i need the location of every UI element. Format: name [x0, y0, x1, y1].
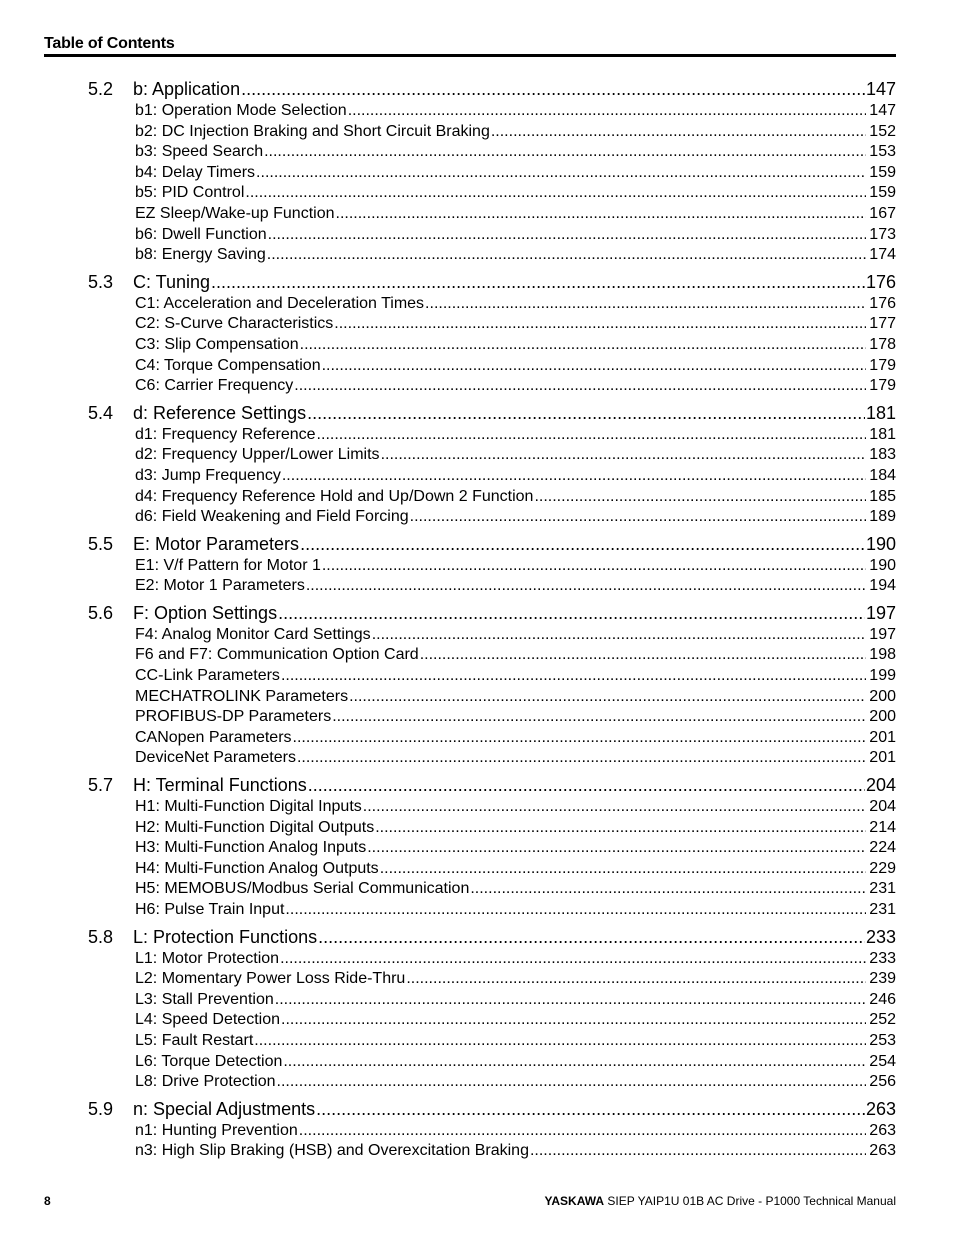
entry-title: MECHATROLINK Parameters — [135, 687, 349, 705]
toc-entry[interactable] — [135, 376, 896, 397]
entry-page-number: 256 — [869, 1073, 896, 1091]
toc-entry[interactable] — [135, 1121, 896, 1142]
section-number: 5.7 — [88, 775, 114, 796]
entry-page-number: 201 — [869, 728, 896, 746]
entry-title: EZ Sleep/Wake-up Function — [135, 204, 335, 222]
section-number: 5.5 — [88, 533, 114, 554]
toc-section-heading[interactable] — [88, 925, 896, 949]
leader-dots — [282, 466, 866, 487]
entry-page-number: 174 — [869, 246, 896, 264]
leader-dots — [293, 728, 867, 749]
entry-title: n1: Hunting Prevention — [135, 1121, 298, 1139]
toc-entry[interactable] — [135, 666, 896, 687]
toc-entry[interactable] — [135, 576, 896, 597]
entry-title: L5: Fault Restart — [135, 1031, 254, 1049]
entry-page-number: 198 — [869, 646, 896, 664]
entry-title: C3: Slip Compensation — [135, 335, 299, 353]
toc-section — [88, 601, 896, 769]
leader-dots — [406, 969, 866, 990]
entry-page-number: 197 — [869, 625, 896, 643]
toc-entry[interactable] — [135, 1031, 896, 1052]
table-of-contents — [88, 77, 896, 1162]
toc-entry[interactable] — [135, 707, 896, 728]
footer-manual-name: SIEP YAIP1U 01B AC Drive - P1000 Technical Manual — [607, 1194, 896, 1208]
entry-title: H6: Pulse Train Input — [135, 901, 285, 918]
toc-entry[interactable] — [135, 294, 896, 315]
leader-dots — [278, 601, 865, 625]
leader-dots — [367, 838, 866, 859]
toc-entry[interactable] — [135, 466, 896, 487]
leader-dots — [283, 1052, 866, 1073]
leader-dots — [307, 401, 865, 425]
entry-title: C6: Carrier Frequency — [135, 377, 294, 395]
entry-page-number: 214 — [869, 818, 896, 836]
section-number: 5.3 — [88, 271, 114, 292]
toc-section-heading[interactable] — [88, 601, 896, 625]
section-page-number: 263 — [865, 1098, 896, 1119]
entry-page-number: 246 — [869, 990, 896, 1008]
entry-title: b8: Energy Saving — [135, 246, 266, 264]
leader-dots — [306, 576, 866, 597]
entry-page-number: 176 — [869, 294, 896, 312]
entry-title: E2: Motor 1 Parameters — [135, 577, 305, 595]
toc-section — [88, 773, 896, 921]
entry-title: PROFIBUS-DP Parameters — [135, 708, 332, 726]
toc-section — [88, 270, 896, 397]
header-rule — [44, 54, 896, 57]
entry-page-number: 194 — [869, 577, 896, 595]
section-title: b: Application — [133, 79, 241, 99]
leader-dots — [245, 183, 866, 204]
entry-title: d2: Frequency Upper/Lower Limits — [135, 446, 380, 464]
leader-dots — [275, 990, 867, 1011]
entry-title: d6: Field Weakening and Field Forcing — [135, 508, 409, 526]
entry-title: d1: Frequency Reference — [135, 425, 316, 443]
section-page-number: 197 — [865, 602, 896, 623]
section-title: H: Terminal Functions — [133, 775, 307, 796]
entry-title: b6: Dwell Function — [135, 225, 267, 243]
entry-page-number: 178 — [869, 335, 896, 353]
toc-entry[interactable] — [135, 859, 896, 880]
section-title: E: Motor Parameters — [133, 533, 300, 554]
entry-page-number: 239 — [869, 970, 896, 988]
entry-title: C1: Acceleration and Deceleration Times — [135, 294, 425, 312]
toc-entry[interactable] — [135, 335, 896, 356]
entry-title: E1: V/f Pattern for Motor 1 — [135, 556, 321, 574]
entry-title: b1: Operation Mode Selection — [135, 102, 347, 119]
entry-page-number: 177 — [869, 315, 896, 333]
toc-entry[interactable] — [135, 122, 896, 143]
toc-section — [88, 532, 896, 597]
leader-dots — [530, 1141, 866, 1162]
toc-entry[interactable] — [135, 556, 896, 577]
leader-dots — [281, 1010, 866, 1031]
entry-page-number: 231 — [869, 901, 896, 918]
toc-entry[interactable] — [135, 487, 896, 508]
toc-entry[interactable] — [135, 728, 896, 749]
leader-dots — [410, 507, 867, 528]
leader-dots — [363, 797, 867, 818]
leader-dots — [336, 204, 867, 225]
toc-section — [88, 925, 896, 1093]
entry-page-number: 153 — [869, 143, 896, 161]
entry-title: d4: Frequency Reference Hold and Up/Down 2 Function — [135, 487, 534, 505]
toc-entry[interactable] — [135, 1072, 896, 1093]
entry-page-number: 173 — [869, 225, 896, 243]
entry-page-number: 189 — [869, 508, 896, 526]
entry-title: CANopen Parameters — [135, 728, 292, 746]
entry-page-number: 184 — [869, 466, 896, 484]
leader-dots — [254, 1031, 866, 1052]
toc-entry[interactable] — [135, 1052, 896, 1073]
section-number: 5.6 — [88, 602, 114, 623]
leader-dots — [299, 1121, 867, 1142]
toc-entry[interactable] — [135, 204, 896, 225]
toc-entry[interactable] — [135, 645, 896, 666]
entry-page-number: 229 — [869, 859, 896, 877]
toc-section — [88, 1097, 896, 1162]
toc-entry[interactable] — [135, 445, 896, 466]
toc-entry[interactable] — [135, 1141, 896, 1162]
leader-dots — [211, 270, 865, 294]
toc-section-heading[interactable] — [88, 1097, 896, 1121]
entry-page-number: 233 — [869, 949, 896, 967]
leader-dots — [316, 1097, 865, 1121]
entry-title: H4: Multi-Function Analog Outputs — [135, 859, 379, 877]
leader-dots — [332, 707, 866, 728]
entry-title: L6: Torque Detection — [135, 1052, 283, 1070]
entry-page-number: 263 — [869, 1142, 896, 1160]
entry-page-number: 224 — [869, 839, 896, 857]
page-header-title: Table of Contents — [44, 35, 175, 52]
leader-dots — [317, 425, 867, 446]
entry-page-number: 179 — [869, 377, 896, 395]
section-number: 5.2 — [88, 79, 114, 99]
leader-dots — [375, 818, 866, 839]
entry-page-number: 159 — [869, 184, 896, 202]
entry-page-number: 183 — [869, 446, 896, 464]
entry-title: H1: Multi-Function Digital Inputs — [135, 798, 362, 816]
entry-title: F6 and F7: Communication Option Card — [135, 646, 419, 664]
section-page-number: 190 — [865, 533, 896, 554]
toc-entry[interactable] — [135, 838, 896, 859]
entry-title: CC-Link Parameters — [135, 667, 280, 685]
toc-entry[interactable] — [135, 748, 896, 769]
entry-title: b3: Speed Search — [135, 143, 264, 161]
entry-title: C2: S-Curve Characteristics — [135, 315, 334, 333]
toc-entry[interactable] — [135, 142, 896, 163]
entry-page-number: 263 — [869, 1121, 896, 1139]
toc-section — [88, 401, 896, 528]
leader-dots — [300, 335, 867, 356]
leader-dots — [334, 314, 866, 335]
entry-title: F4: Analog Monitor Card Settings — [135, 625, 371, 643]
toc-entry[interactable] — [135, 425, 896, 446]
entry-title: H3: Multi-Function Analog Inputs — [135, 839, 367, 857]
entry-page-number: 147 — [869, 102, 896, 119]
leader-dots — [322, 556, 866, 577]
leader-dots — [294, 376, 866, 397]
leader-dots — [372, 625, 867, 646]
section-title: d: Reference Settings — [133, 402, 307, 423]
leader-dots — [425, 294, 866, 315]
toc-entry[interactable] — [135, 949, 896, 970]
toc-section-heading[interactable] — [88, 270, 896, 294]
entry-title: L8: Drive Protection — [135, 1073, 276, 1091]
toc-entry[interactable] — [135, 101, 896, 122]
toc-entry[interactable] — [135, 314, 896, 335]
entry-title: L1: Motor Protection — [135, 949, 280, 967]
leader-dots — [285, 900, 866, 921]
leader-dots — [281, 666, 866, 687]
entry-page-number: 200 — [869, 687, 896, 705]
entry-page-number: 204 — [869, 798, 896, 816]
toc-section-heading[interactable] — [88, 773, 896, 797]
toc-entry[interactable] — [135, 245, 896, 266]
leader-dots — [280, 949, 866, 970]
entry-page-number: 190 — [869, 556, 896, 574]
toc-entry[interactable] — [135, 625, 896, 646]
entry-title: H2: Multi-Function Digital Outputs — [135, 818, 375, 836]
entry-title: b4: Delay Timers — [135, 163, 256, 181]
toc-entry[interactable] — [135, 900, 896, 921]
leader-dots — [308, 773, 865, 797]
section-page-number: 147 — [865, 79, 896, 99]
leader-dots — [348, 101, 867, 122]
toc-section-heading[interactable] — [88, 532, 896, 556]
entry-page-number: 253 — [869, 1031, 896, 1049]
entry-title: L4: Speed Detection — [135, 1011, 280, 1029]
leader-dots — [534, 487, 866, 508]
entry-title: b2: DC Injection Braking and Short Circuit Braking — [135, 122, 490, 140]
leader-dots — [349, 687, 866, 708]
section-number: 5.4 — [88, 402, 114, 423]
entry-page-number: 179 — [869, 356, 896, 374]
toc-entry[interactable] — [135, 163, 896, 184]
entry-page-number: 167 — [869, 204, 896, 222]
leader-dots — [268, 225, 867, 246]
footer-manual-title — [544, 1194, 896, 1208]
section-page-number: 181 — [865, 402, 896, 423]
entry-title: DeviceNet Parameters — [135, 749, 296, 767]
toc-entry[interactable] — [135, 507, 896, 528]
leader-dots — [470, 879, 866, 900]
leader-dots — [241, 77, 865, 101]
leader-dots — [318, 925, 865, 949]
leader-dots — [380, 859, 867, 880]
entry-page-number: 152 — [869, 122, 896, 140]
entry-page-number: 201 — [869, 749, 896, 767]
section-title: n: Special Adjustments — [133, 1098, 316, 1119]
section-title: F: Option Settings — [133, 602, 278, 623]
entry-page-number: 200 — [869, 708, 896, 726]
entry-title: d3: Jump Frequency — [135, 466, 281, 484]
section-page-number: 204 — [865, 775, 896, 796]
toc-entry[interactable] — [135, 225, 896, 246]
leader-dots — [420, 645, 867, 666]
leader-dots — [300, 532, 865, 556]
section-number: 5.9 — [88, 1098, 114, 1119]
toc-entry[interactable] — [135, 687, 896, 708]
leader-dots — [491, 122, 866, 143]
entry-title: b5: PID Control — [135, 184, 245, 202]
entry-page-number: 254 — [869, 1052, 896, 1070]
toc-entry[interactable] — [135, 990, 896, 1011]
toc-section-heading[interactable] — [88, 77, 896, 101]
toc-entry[interactable] — [135, 969, 896, 990]
page-number: 8 — [44, 1194, 51, 1208]
toc-entry[interactable] — [135, 1010, 896, 1031]
leader-dots — [297, 748, 866, 769]
toc-entry[interactable] — [135, 818, 896, 839]
entry-page-number: 185 — [869, 487, 896, 505]
leader-dots — [256, 163, 866, 184]
entry-page-number: 181 — [869, 425, 896, 443]
entry-title: L3: Stall Prevention — [135, 990, 274, 1008]
leader-dots — [277, 1072, 867, 1093]
entry-page-number: 252 — [869, 1011, 896, 1029]
leader-dots — [264, 142, 866, 163]
toc-entry[interactable] — [135, 183, 896, 204]
entry-title: n3: High Slip Braking (HSB) and Overexcitation Braking — [135, 1142, 529, 1160]
toc-entry[interactable] — [135, 356, 896, 377]
entry-page-number: 231 — [869, 880, 896, 898]
leader-dots — [381, 445, 867, 466]
toc-entry[interactable] — [135, 797, 896, 818]
footer-brand: YASKAWA — [544, 1194, 605, 1208]
entry-title: L2: Momentary Power Loss Ride-Thru — [135, 970, 406, 988]
leader-dots — [322, 356, 867, 377]
toc-section — [88, 77, 896, 266]
section-title: C: Tuning — [133, 271, 211, 292]
section-page-number: 176 — [865, 271, 896, 292]
leader-dots — [267, 245, 867, 266]
toc-entry[interactable] — [135, 879, 896, 900]
entry-title: H5: MEMOBUS/Modbus Serial Communication — [135, 880, 470, 898]
toc-section-heading[interactable] — [88, 401, 896, 425]
entry-page-number: 199 — [869, 667, 896, 685]
section-title: L: Protection Functions — [133, 926, 318, 947]
section-page-number: 233 — [865, 926, 896, 947]
entry-page-number: 159 — [869, 163, 896, 181]
section-number: 5.8 — [88, 926, 114, 947]
entry-title: C4: Torque Compensation — [135, 356, 321, 374]
